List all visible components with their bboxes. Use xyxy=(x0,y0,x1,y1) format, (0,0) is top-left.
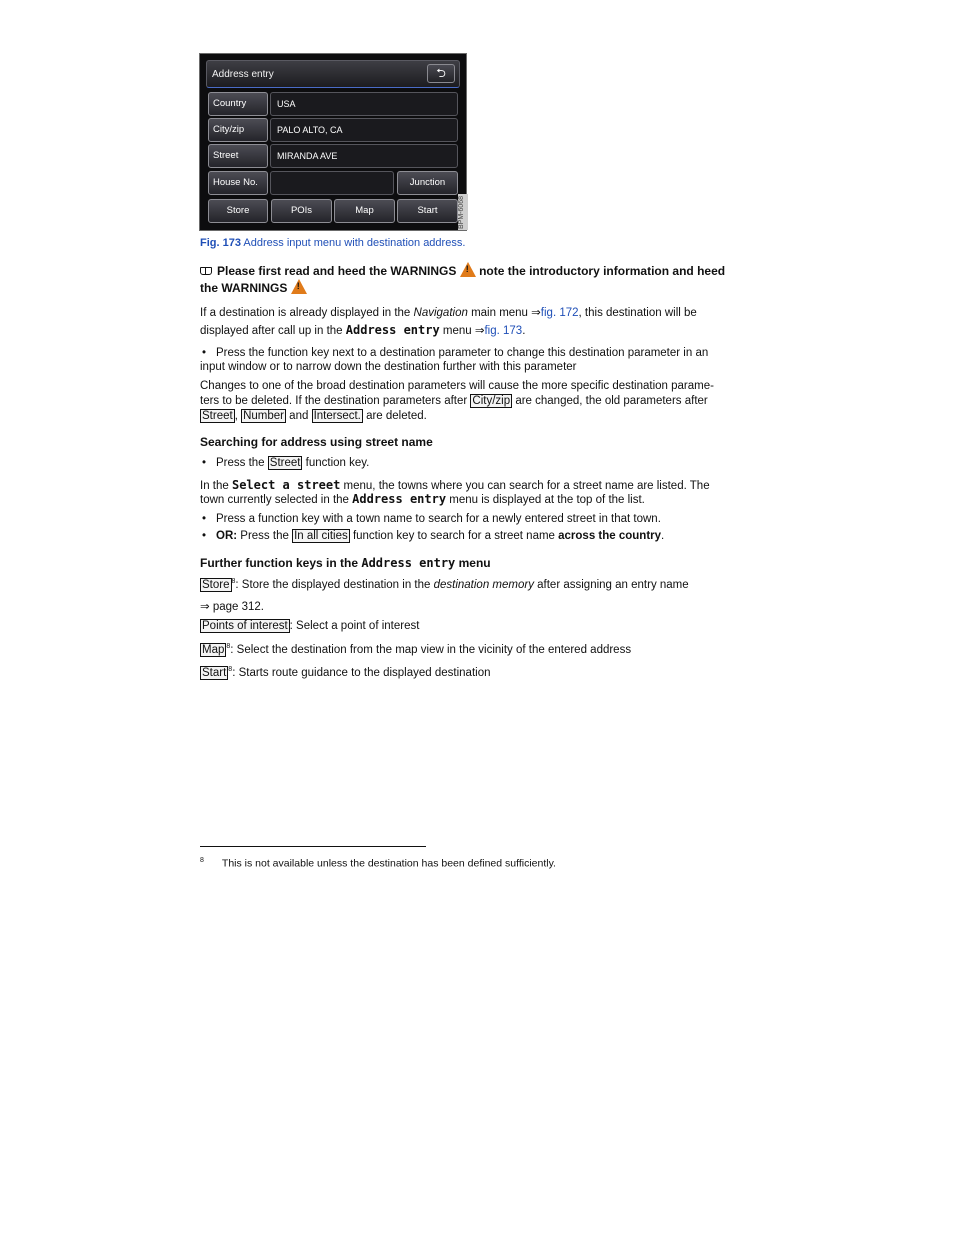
text: are deleted. xyxy=(362,410,427,422)
figure-code: BPM-6068 xyxy=(458,194,468,230)
text: function key. xyxy=(302,457,370,469)
bullet1-line2: input window or to narrow down the destination further with this parameter xyxy=(200,361,577,373)
houseno-row xyxy=(208,171,458,195)
para3-line2 xyxy=(200,492,645,506)
warning-icon xyxy=(460,262,476,277)
footnote-divider xyxy=(200,846,426,847)
map-button[interactable]: Map xyxy=(334,199,395,223)
text: . xyxy=(522,325,526,337)
text: ters to be deleted. If the destination parameters after xyxy=(200,395,471,407)
start-button[interactable]: Start xyxy=(397,199,458,223)
text: menu, the towns where you can search for a street name are listed. The xyxy=(340,480,710,492)
in-all-cities-key-ref: In all cities xyxy=(294,530,348,542)
para3-line1 xyxy=(200,478,710,492)
text: , this destination will be xyxy=(578,307,697,319)
bullet3: • Press a function key with a town name to search for a newly entered street in that town. xyxy=(200,513,661,525)
houseno-key[interactable]: House No. xyxy=(208,171,268,195)
para2-line3 xyxy=(200,410,427,422)
text: : Select the destination from the map view in the vicinity of the entered address xyxy=(230,643,632,656)
street-key-ref: Street xyxy=(269,457,301,469)
para2-line2 xyxy=(200,395,708,407)
map-key-ref: Map xyxy=(202,643,225,656)
store-button[interactable]: Store xyxy=(208,199,268,223)
text: Press the xyxy=(216,457,268,469)
fk-poi xyxy=(200,620,419,632)
text: after assigning an entry name xyxy=(533,578,689,591)
address-entry-term: Address entry xyxy=(352,492,447,506)
intersect-key-ref: Intersect. xyxy=(313,410,361,422)
para1-line1 xyxy=(200,305,697,319)
footnote-number: 8 xyxy=(200,857,204,864)
warning-icon xyxy=(291,279,307,294)
street-row xyxy=(208,144,458,168)
text: If a destination is already displayed in the xyxy=(200,307,414,319)
bullet2 xyxy=(200,457,369,469)
bullet4 xyxy=(200,530,664,542)
footnote-ref: 8 xyxy=(228,666,233,673)
book-icon xyxy=(200,267,212,275)
text: , xyxy=(234,410,242,422)
fk-store-page[interactable]: ⇒ page 312. xyxy=(200,601,264,613)
figure-caption xyxy=(200,237,465,249)
number-key-ref: Number xyxy=(243,410,284,422)
address-entry-screenshot xyxy=(199,53,467,231)
fk-map xyxy=(200,643,631,656)
text: Press the xyxy=(237,530,293,542)
text: menu xyxy=(455,556,491,570)
text: menu is displayed at the top of the list. xyxy=(446,494,645,506)
back-arrow-icon[interactable]: ⮌ xyxy=(427,64,455,83)
para1-line2 xyxy=(200,323,525,337)
cityzip-value[interactable]: PALO ALTO, CA xyxy=(270,118,458,142)
footnote xyxy=(200,857,556,870)
text: : Select a point of interest xyxy=(289,620,420,632)
footnote-ref: 8 xyxy=(231,578,236,585)
across-country: across the country xyxy=(558,530,662,542)
text: menu ⇒ xyxy=(439,325,485,337)
text: function key to search for a street name xyxy=(349,530,559,542)
caption-text: Address input menu with destination address. xyxy=(240,237,466,249)
destination-memory-term: destination memory xyxy=(433,578,534,591)
footnote-text: This is not available unless the destination has been defined sufficiently. xyxy=(221,857,556,870)
text: are changed, the old parameters after xyxy=(512,395,708,407)
bottom-buttons xyxy=(208,199,458,223)
intro-text-b: note the introductory information and heed xyxy=(475,264,726,278)
street-key[interactable]: Street xyxy=(208,144,268,168)
or-label: OR: xyxy=(216,530,238,542)
store-key-ref: Store xyxy=(202,578,230,591)
text: Further function keys in the xyxy=(200,556,362,570)
country-row xyxy=(208,92,458,116)
pois-button[interactable]: POIs xyxy=(271,199,332,223)
select-street-term: Select a street xyxy=(231,478,341,492)
footnote-ref: 8 xyxy=(226,643,231,650)
fk-start xyxy=(200,666,490,679)
fk-store xyxy=(200,578,689,591)
para2-line1: Changes to one of the broad destination parameters will cause the more specific destination parame- xyxy=(200,380,714,392)
street-value[interactable]: MIRANDA AVE xyxy=(270,144,458,168)
cityzip-key[interactable]: City/zip xyxy=(208,118,268,142)
text: town currently selected in the xyxy=(200,494,353,506)
country-key[interactable]: Country xyxy=(208,92,268,116)
text: and xyxy=(285,410,312,422)
address-entry-term: Address entry xyxy=(345,323,440,337)
navigation-term: Navigation xyxy=(413,307,468,319)
address-entry-term: Address entry xyxy=(361,556,456,570)
junction-button[interactable]: Junction xyxy=(397,171,458,195)
houseno-value[interactable] xyxy=(270,171,394,195)
intro-line-1 xyxy=(200,262,725,278)
text: main menu ⇒ xyxy=(467,307,541,319)
text: In the xyxy=(200,480,232,492)
cityzip-row xyxy=(208,118,458,142)
fig-172-link[interactable]: fig. 172 xyxy=(540,307,579,319)
bullet1-line1: • Press the function key next to a destination parameter to change this destination parameter in an xyxy=(200,347,708,359)
screen-titlebar xyxy=(206,60,460,88)
fig-173-link[interactable]: fig. 173 xyxy=(484,325,523,337)
screen-title: Address entry xyxy=(212,69,274,80)
start-key-ref: Start xyxy=(202,666,227,679)
text: : Store the displayed destination in the xyxy=(235,578,434,591)
intro-text-c: the WARNINGS xyxy=(200,281,288,295)
country-value[interactable]: USA xyxy=(270,92,458,116)
text: : Starts route guidance to the displayed destination xyxy=(232,666,491,679)
cityzip-key-ref: City/zip xyxy=(472,395,511,407)
heading-search-street: Searching for address using street name xyxy=(200,435,433,449)
intro-text-a: Please first read and heed the WARNINGS xyxy=(217,264,457,278)
poi-key-ref: Points of interest xyxy=(202,620,288,632)
text: displayed after call up in the xyxy=(200,325,346,337)
street-key-ref: Street xyxy=(202,410,233,422)
caption-label: Fig. 173 xyxy=(200,237,241,249)
text: . xyxy=(661,530,665,542)
heading-further-keys xyxy=(200,556,491,570)
intro-line-2 xyxy=(200,279,307,295)
